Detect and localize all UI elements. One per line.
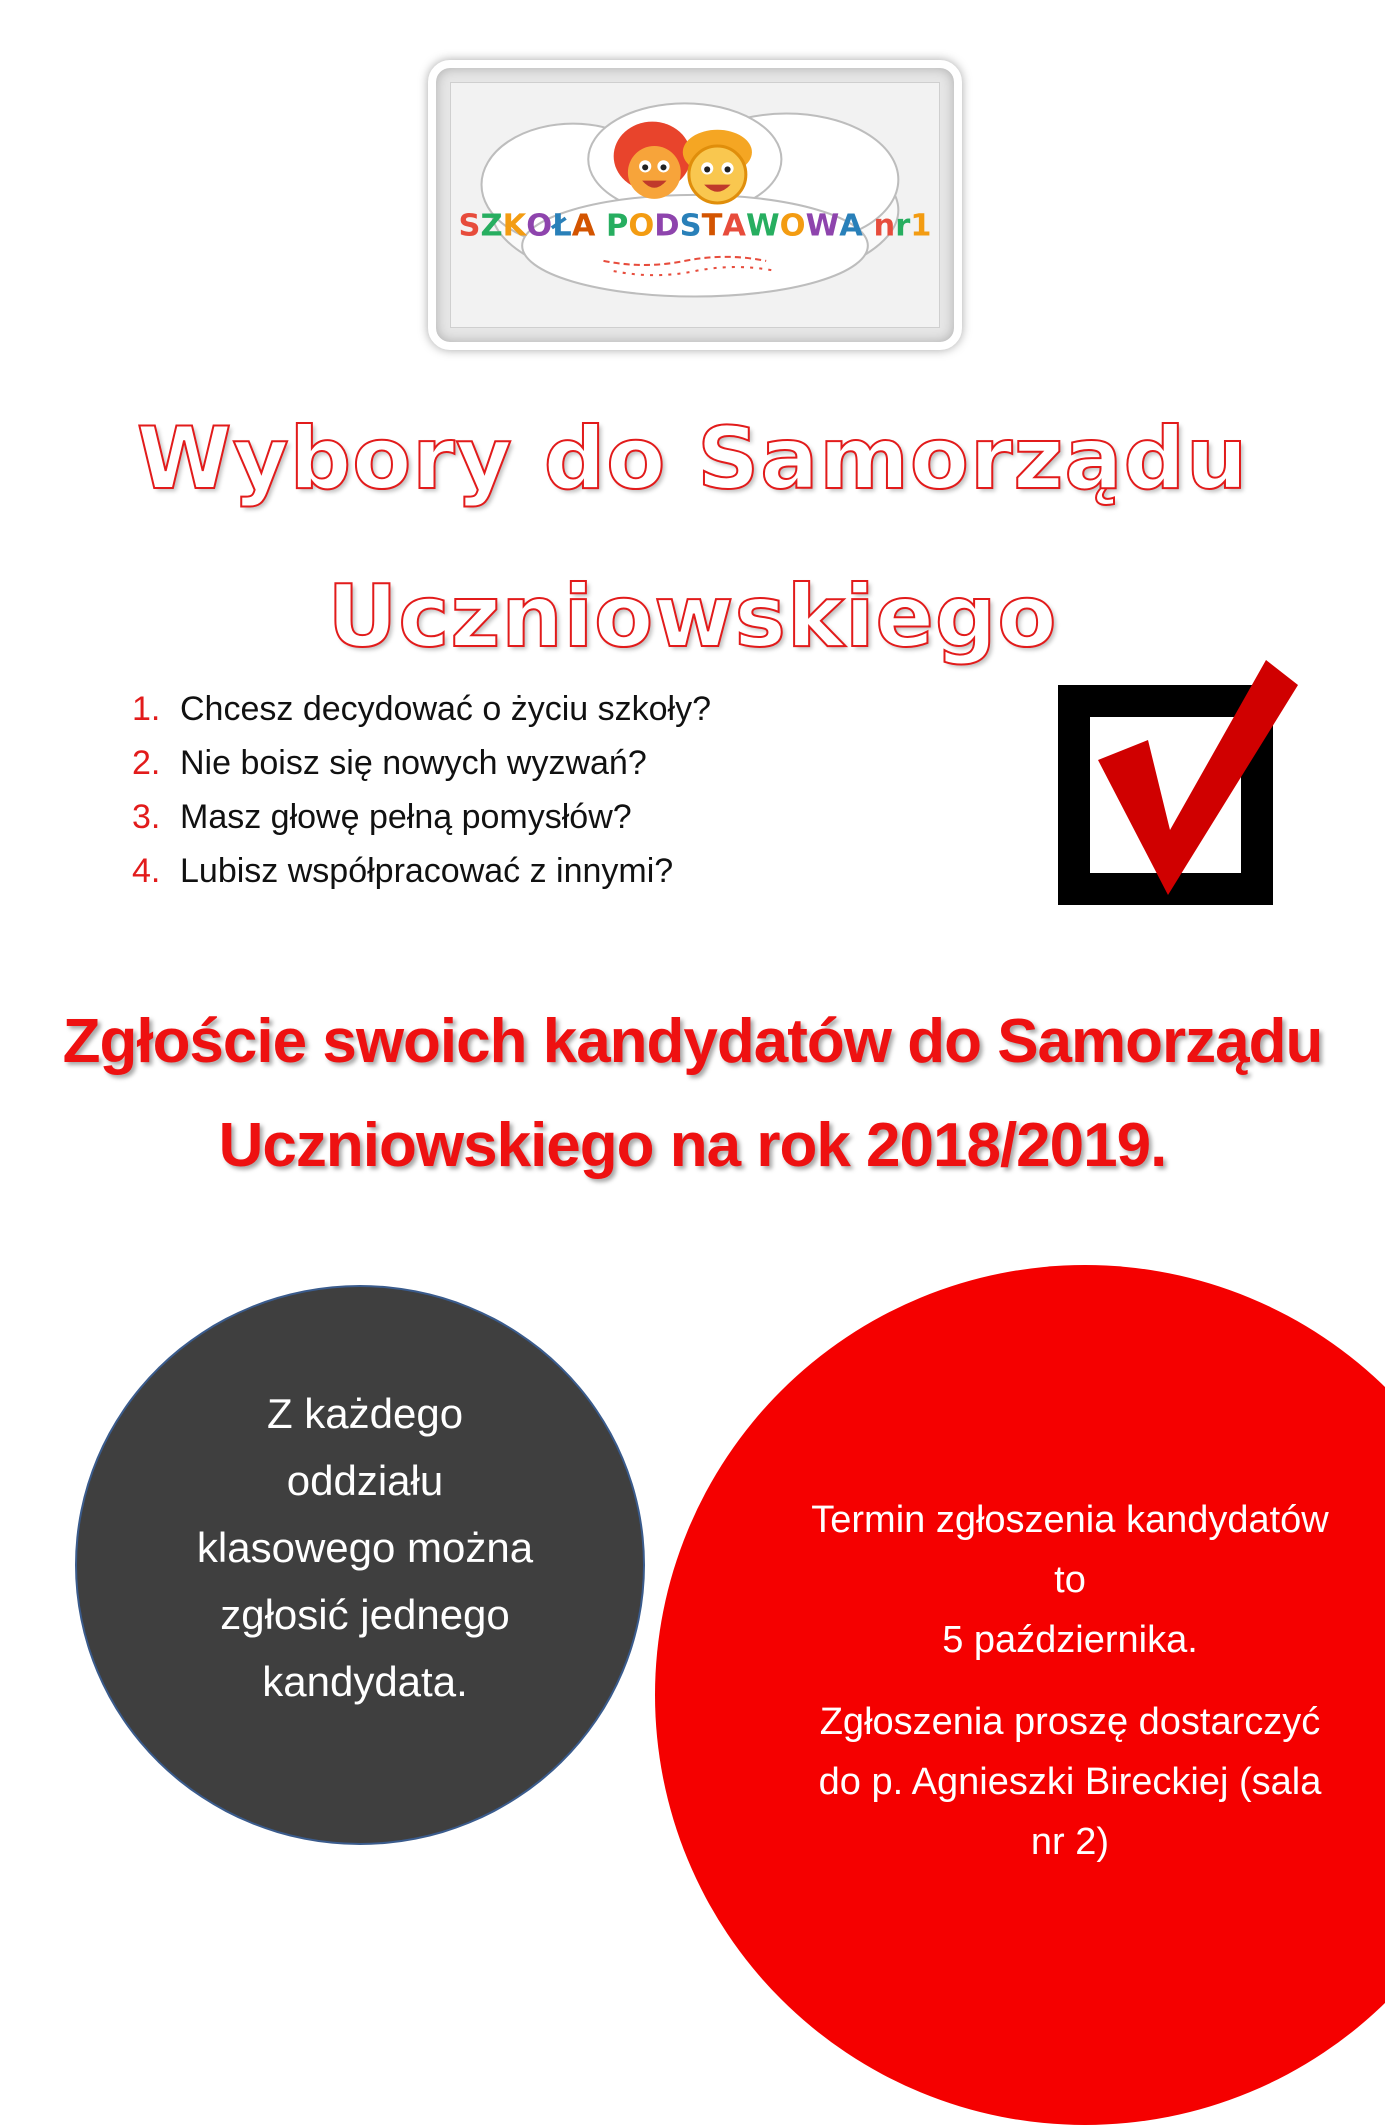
deadline-text	[770, 1490, 1370, 1670]
logo-letter: T	[701, 208, 723, 244]
cta-line-1: Zgłoście swoich kandydatów do Samorządu	[62, 1007, 1323, 1076]
logo-letter: S	[458, 208, 481, 244]
logo-letter: S	[679, 208, 702, 244]
deadline-line: Termin zgłoszenia kandydatów	[811, 1499, 1329, 1541]
title-line-2: Uczniowskiego	[327, 567, 1058, 667]
logo-letter: K	[502, 208, 527, 244]
logo-letter: A	[571, 208, 596, 244]
info-line: Z każdego	[266, 1390, 464, 1437]
list-item-text: Masz głowę pełną pomysłów?	[180, 798, 632, 836]
logo-letter: O	[526, 208, 553, 244]
list-item	[132, 852, 711, 906]
logo-letter	[595, 209, 606, 244]
logo-letter	[863, 209, 874, 244]
delivery-text	[770, 1692, 1370, 1872]
delivery-line: do p. Agnieszki Bireckiej (sala	[818, 1761, 1322, 1803]
list-item	[132, 690, 711, 744]
info-circle-dark-text	[0, 1380, 730, 1715]
checkbox-checked-icon	[1058, 660, 1298, 905]
school-logo-image	[451, 83, 939, 327]
info-line: oddziału	[286, 1457, 444, 1504]
info-line: zgłosić jednego	[220, 1591, 510, 1638]
info-line: kandydata.	[262, 1658, 468, 1705]
list-item-text: Chcesz decydować o życiu szkoły?	[180, 690, 712, 728]
info-line: klasowego można	[196, 1524, 534, 1571]
list-item	[132, 798, 711, 852]
cta-line-2: Uczniowskiego na rok 2018/2019.	[218, 1111, 1167, 1180]
logo-letter: Ł	[552, 208, 572, 244]
logo-letter: P	[606, 208, 629, 244]
list-item-text: Lubisz współpracować z innymi?	[180, 852, 674, 890]
list-item-number: 1.	[132, 690, 161, 728]
logo-letter: O	[628, 208, 655, 244]
title-line-1: Wybory do Samorządu	[136, 409, 1249, 509]
school-logo	[450, 82, 940, 328]
logo-letter: W	[805, 208, 840, 244]
logo-letter: D	[654, 208, 680, 244]
logo-letter: n	[873, 208, 896, 244]
logo-letter: Z	[480, 208, 503, 244]
logo-letter: W	[746, 208, 780, 244]
school-logo-frame	[428, 60, 962, 350]
cloud-shape	[482, 103, 899, 296]
boy-face-icon	[683, 130, 752, 203]
call-to-action	[0, 990, 1385, 1198]
delivery-line: Zgłoszenia proszę dostarczyć	[819, 1701, 1321, 1743]
deadline-line: 5 października.	[942, 1619, 1198, 1661]
logo-letter: 1	[910, 208, 932, 244]
question-list	[132, 690, 711, 906]
logo-text	[459, 209, 932, 244]
list-item	[132, 744, 711, 798]
deadline-line: to	[1054, 1559, 1086, 1601]
logo-letter: O	[779, 208, 806, 244]
list-item-number: 2.	[132, 744, 161, 782]
page-title	[0, 380, 1385, 696]
logo-letter: A	[839, 208, 863, 244]
list-item-number: 3.	[132, 798, 161, 836]
logo-letter: A	[722, 208, 747, 244]
list-item-number: 4.	[132, 852, 161, 890]
delivery-line: nr 2)	[1030, 1821, 1110, 1863]
logo-letter: r	[895, 208, 911, 244]
list-item-text: Nie boisz się nowych wyzwań?	[180, 744, 647, 782]
